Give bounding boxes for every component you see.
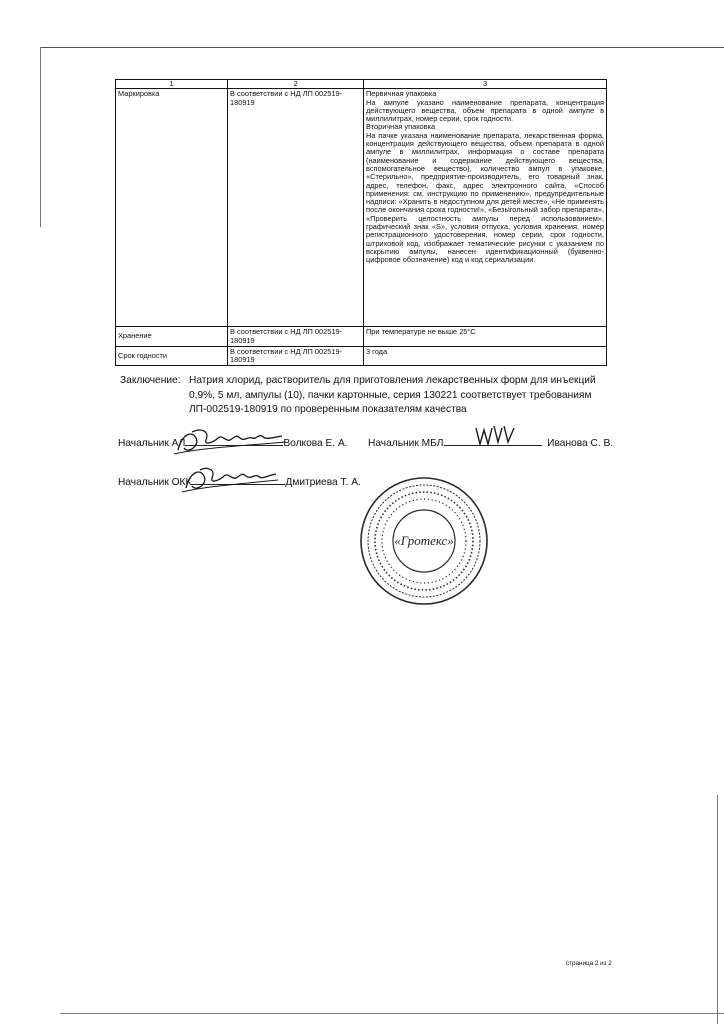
table-row-shelf-life — [116, 346, 607, 366]
signature-label-mbl: Начальник МБЛ — [368, 438, 444, 449]
conclusion-text: Натрия хлорид, растворитель для приготовления лекарственных форм для инъекций 0,9%, 5 мл, ампулы (10), пачки картонные, серия 130221 соответствует требованиям ЛП-002519-180919 по проверенным показателям качества — [189, 375, 596, 415]
stamp-center-text: «Гротекс» — [394, 533, 454, 548]
signatory-name-mbl: Иванова С. В. — [547, 438, 614, 449]
column-number-3: 3 — [364, 80, 607, 89]
signatory-name-okk: Дмитриева Т. А. — [285, 477, 361, 488]
conclusion-label: Заключение: — [120, 375, 181, 386]
norm-document: В соответствии с НД ЛП 002519-180919 — [228, 346, 364, 366]
indicator-name: Маркировка — [116, 89, 228, 327]
specification-table — [115, 79, 607, 366]
table-row-storage — [116, 327, 607, 347]
shelf-life-result: 3 года — [364, 346, 607, 366]
column-number-2: 2 — [228, 80, 364, 89]
indicator-name: Срок годности — [116, 346, 228, 366]
signatory-name-al: Волкова Е. А. — [283, 438, 348, 449]
scan-edge-bottom — [60, 1013, 724, 1014]
column-number-1: 1 — [116, 80, 228, 89]
table-row-marking — [116, 89, 607, 327]
signature-label-okk: Начальник ОКК — [118, 477, 192, 488]
signature-label-al: Начальник АЛ — [118, 438, 186, 449]
scan-edge-right — [717, 795, 718, 1024]
storage-result: При температуре не выше 25°С — [364, 327, 607, 347]
handwritten-signature-mbl — [470, 422, 520, 450]
primary-packaging-text: На ампуле указано наименование препарата, концентрация действующего вещества, объем препарата в одной ампуле в миллилитрах, номер серии, срок годности. — [366, 97, 604, 124]
indicator-name: Хранение — [116, 327, 228, 347]
norm-document: В соответствии с НД ЛП 002519-180919 — [228, 327, 364, 347]
scan-edge-left — [40, 47, 41, 227]
conclusion-block — [120, 374, 615, 418]
table-header-row — [116, 80, 607, 89]
secondary-packaging-text: На пачке указана наименование препарата, лекарственная форма, концентрация действующего вещества, объем препарата в одной ампуле в миллилитрах, информация о составе препарата (наименование и содержание действующего вещества, вспомогательное вещество), количество ампул в упаковке, «Стерильно», предприятие-производитель, его товарный знак, адрес, телефон, факс, адрес электронного сайта, «Способ применения: см. инструкцию по применению», предупредительные надписи: «Хранить в недоступном для детей месте», «Не применять после окончания срока годности!», «Безыгольный забор препарата», «Проверить целостность ампулы перед использованием», графический знак «S», условия отпуска, условия хранения, номер регистрационного удостоверения, номер серии, срок годности, штриховой код, изображает тематические рисунки с указанием по вскрытию ампулы, нанесен идентификационный (буквенно-цифровое обозначение) код и код сериализации. — [366, 130, 604, 265]
handwritten-signature-al — [170, 424, 290, 458]
handwritten-signature-okk — [180, 464, 280, 494]
scan-edge-top — [40, 47, 724, 48]
secondary-packaging-title: Вторичная упаковка — [366, 122, 436, 132]
page-number: страница 2 из 2 — [566, 960, 612, 967]
norm-document: В соответствии с НД ЛП 002519-180919 — [228, 89, 364, 327]
primary-packaging-title: Первичная упаковка — [366, 89, 437, 99]
company-round-stamp — [356, 473, 492, 609]
marking-result — [364, 89, 607, 327]
